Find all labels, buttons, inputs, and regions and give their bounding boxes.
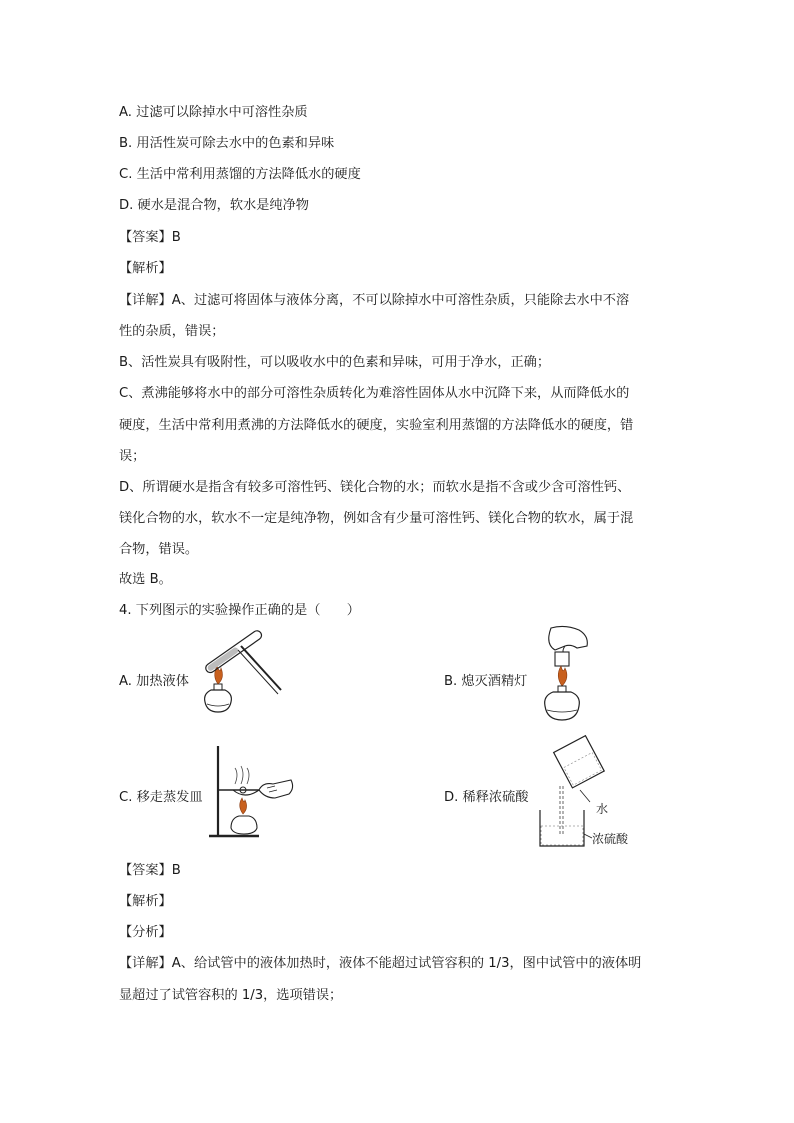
- q4-analysis-subheading: 【分析】: [119, 925, 172, 940]
- q3-conclusion: 故选 B。: [119, 572, 172, 587]
- q3-option-c: C. 生活中常利用蒸馏的方法降低水的硬度: [119, 167, 361, 182]
- extinguish-lamp-figure: [525, 624, 605, 726]
- q4-option-d-label: D. 稀释浓硫酸: [444, 790, 529, 805]
- concentrated-sulfuric-acid-label: 浓硫酸: [592, 832, 629, 846]
- q3-detail-line-1: 【详解】A、过滤可将固体与液体分离，不可以除掉水中可溶性杂质，只能除去水中不溶: [119, 293, 630, 308]
- q3-option-d: D. 硬水是混合物，软水是纯净物: [119, 198, 309, 213]
- q3-detail-line-8: 镁化合物的水，软水不一定是纯净物，例如含有少量可溶性钙、镁化合物的软水，属于混: [119, 511, 634, 526]
- heating-liquid-figure: [195, 632, 285, 722]
- water-label: 水: [596, 802, 609, 816]
- q4-detail-line-1: 【详解】A、给试管中的液体加热时，液体不能超过试管容积的 1/3，图中试管中的液体明: [119, 956, 642, 971]
- q4-option-b-label: B. 熄灭酒精灯: [444, 674, 528, 689]
- q3-detail-line-4: C、煮沸能够将水中的部分可溶性杂质转化为难溶性固体从水中沉降下来，从而降低水的: [119, 386, 630, 401]
- q3-detail-line-2: 性的杂质，错误；: [119, 324, 225, 339]
- q4-detail-line-2: 显超过了试管容积的 1/3，选项错误；: [119, 988, 343, 1003]
- q3-option-a: A. 过滤可以除掉水中可溶性杂质: [119, 105, 308, 120]
- q3-analysis-heading: 【解析】: [119, 261, 172, 276]
- q4-answer: 【答案】B: [119, 863, 181, 878]
- q3-detail-line-5: 硬度，生活中常利用煮沸的方法降低水的硬度，实验室利用蒸馏的方法降低水的硬度，错: [119, 418, 634, 433]
- q3-detail-line-7: D、所谓硬水是指含有较多可溶性钙、镁化合物的水；而软水是指不含或少含可溶性钙、: [119, 480, 631, 495]
- q3-detail-line-9: 合物，错误。: [119, 542, 199, 557]
- q3-answer: 【答案】B: [119, 230, 181, 245]
- q4-stem: 4. 下列图示的实验操作正确的是（ ）: [119, 603, 360, 618]
- q4-analysis-heading: 【解析】: [119, 894, 172, 909]
- q4-option-a-label: A. 加热液体: [119, 674, 189, 689]
- q3-detail-line-3: B、活性炭具有吸附性，可以吸收水中的色素和异味，可用于净水，正确；: [119, 355, 551, 370]
- q3-option-b: B. 用活性炭可除去水中的色素和异味: [119, 136, 335, 151]
- q3-detail-line-6: 误；: [119, 449, 146, 464]
- q4-option-c-label: C. 移走蒸发皿: [119, 790, 203, 805]
- remove-evaporating-dish-figure: [205, 744, 297, 840]
